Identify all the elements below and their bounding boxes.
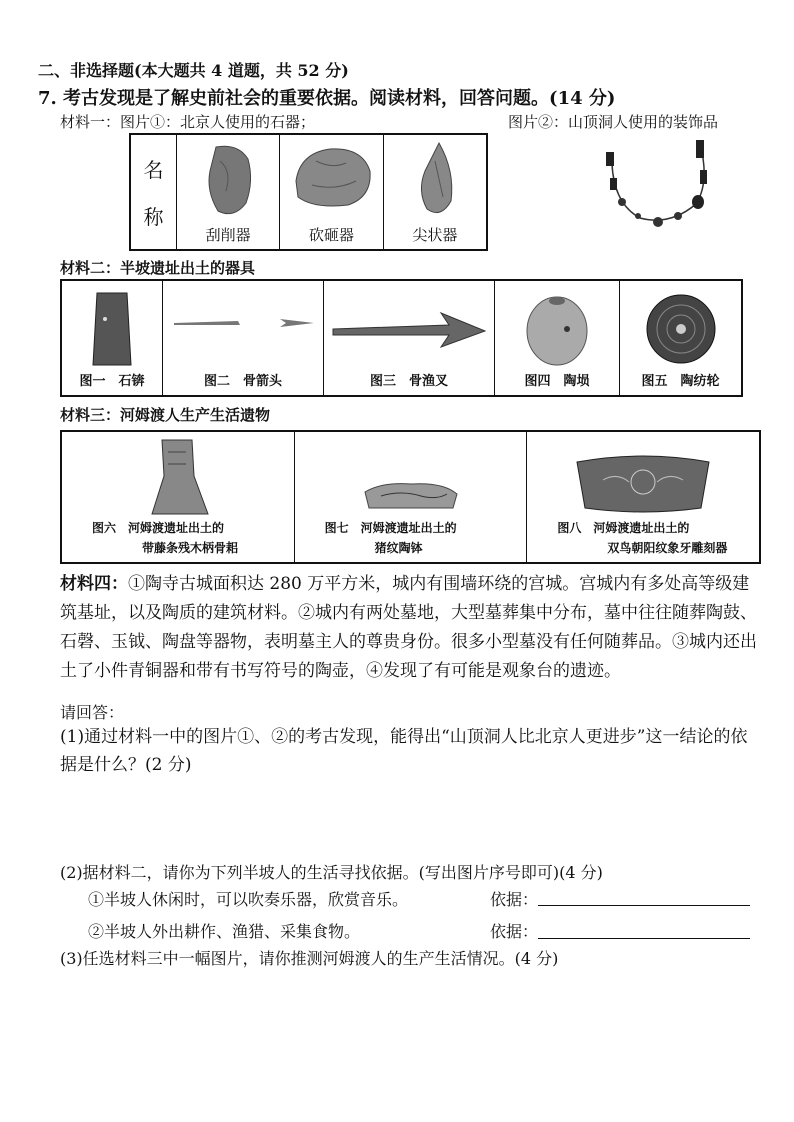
- artifact-caption-7-line1: 图七 河姆渡遗址出土的: [324, 521, 457, 535]
- basis-label-1: 依据：: [490, 890, 539, 909]
- material4-paragraph: [60, 570, 760, 686]
- tool-caption-point: 尖状器: [412, 226, 458, 244]
- question-2-item-2: ②半坡人外出耕作、渔猎、采集食物。: [88, 922, 361, 941]
- bone-harpoon-image: [329, 289, 489, 359]
- name-column: [131, 135, 177, 249]
- answer-prompt: 请回答：: [60, 703, 125, 722]
- artifact-cell-pig-bowl: [295, 432, 528, 562]
- name-column-bottom: 称: [143, 205, 164, 229]
- material2-label: 材料二：半坡遗址出土的器具: [60, 259, 256, 277]
- tool-cell-point: [384, 135, 486, 249]
- answer-line-2[interactable]: [538, 938, 750, 939]
- artifact-caption-3: 图三 骨渔叉: [369, 374, 448, 389]
- artifact-caption-4: 图四 陶埙: [524, 374, 590, 389]
- artifact-cell-bone-harpoon: [324, 281, 495, 395]
- stone-tools-table: [129, 133, 488, 251]
- banpo-artifacts-row: [60, 279, 743, 397]
- tool-caption-chopper: 砍砸器: [308, 226, 354, 244]
- artifact-cell-spindle: [620, 281, 741, 395]
- artifact-caption-6-line2: 带藤条残木柄骨耜: [142, 541, 239, 555]
- tool-cell-scraper: [177, 135, 280, 249]
- answer-line-1[interactable]: [538, 905, 750, 906]
- material3-label: 材料三：河姆渡人生产生活遗物: [60, 406, 271, 424]
- bone-si-image: [138, 436, 218, 518]
- section-title: 二、非选择题(本大题共 4 道题，共 52 分): [38, 61, 349, 80]
- artifact-caption-2: 图二 骨箭头: [203, 374, 282, 389]
- question-2: (2)据材料二，请你为下列半坡人的生活寻找依据。(写出图片序号即可)(4 分): [60, 863, 603, 882]
- artifact-cell-ivory: [527, 432, 759, 562]
- stone-adze-image: [87, 289, 137, 369]
- artifact-caption-5: 图五 陶纺轮: [641, 374, 720, 389]
- tool-cell-chopper: [280, 135, 383, 249]
- question-2-item-1: ①半坡人休闲时，可以吹奏乐器，欣赏音乐。: [88, 890, 409, 909]
- pottery-xun-image: [517, 289, 597, 369]
- question-3: (3)任选材料三中一幅图片，请你推测河姆渡人的生产生活情况。(4 分): [60, 949, 559, 968]
- artifact-cell-bone-si: [62, 432, 295, 562]
- hemudu-artifacts-row: [60, 430, 761, 564]
- pointed-tool-image: [405, 141, 465, 221]
- spindle-whorl-image: [641, 289, 721, 369]
- material1-left-label: 材料一：图片①：北京人使用的石器；: [60, 113, 316, 131]
- artifact-caption-8-line2: 双鸟朝阳纹象牙雕刻器: [607, 541, 728, 555]
- material4-text: ①陶寺古城面积达 280 万平方米，城内有围墙环绕的宫城。宫城内有多处高等级建筑基址，以及陶质的建筑材料。②城内有两处墓地，大型墓葬集中分布，墓中往往随葬陶鼓、石磬、玉钺、陶盘等器物，表明墓主人的尊贵身份。很多小型墓没有任何随葬品。③城内还出土了小件青铜器和带有书写符号的陶壶，④发现了有可能是观象台的遗迹。: [60, 574, 757, 681]
- artifact-caption-7-line2: 猪纹陶钵: [374, 541, 423, 555]
- question-title: 7. 考古发现是了解史前社会的重要依据。阅读材料，回答问题。(14 分): [38, 88, 616, 109]
- necklace-image: [600, 134, 720, 234]
- artifact-cell-bone-arrow: [163, 281, 324, 395]
- artifact-cell-xun: [495, 281, 620, 395]
- artifact-caption-6-line1: 图六 河姆渡遗址出土的: [92, 521, 225, 535]
- artifact-caption-8-line1: 图八 河姆渡遗址出土的: [557, 521, 690, 535]
- ivory-carving-image: [573, 436, 713, 518]
- scraper-image: [198, 141, 258, 221]
- material1-right-label: 图片②：山顶洞人使用的装饰品: [508, 113, 719, 131]
- chopper-image: [286, 141, 376, 213]
- material4-label: 材料四：: [60, 574, 128, 594]
- name-column-top: 名: [143, 158, 164, 182]
- tool-caption-scraper: 刮削器: [205, 226, 251, 244]
- artifact-caption-1: 图一 石锛: [79, 374, 145, 389]
- pig-bowl-image: [351, 436, 471, 518]
- question-1: (1)通过材料一中的图片①、②的考古发现，能得出“山顶洞人比北京人更进步”这一结论的依据是什么？(2 分): [60, 727, 748, 775]
- bone-arrowhead-image: [168, 289, 318, 349]
- artifact-cell-stone-adze: [62, 281, 163, 395]
- basis-label-2: 依据：: [490, 922, 539, 941]
